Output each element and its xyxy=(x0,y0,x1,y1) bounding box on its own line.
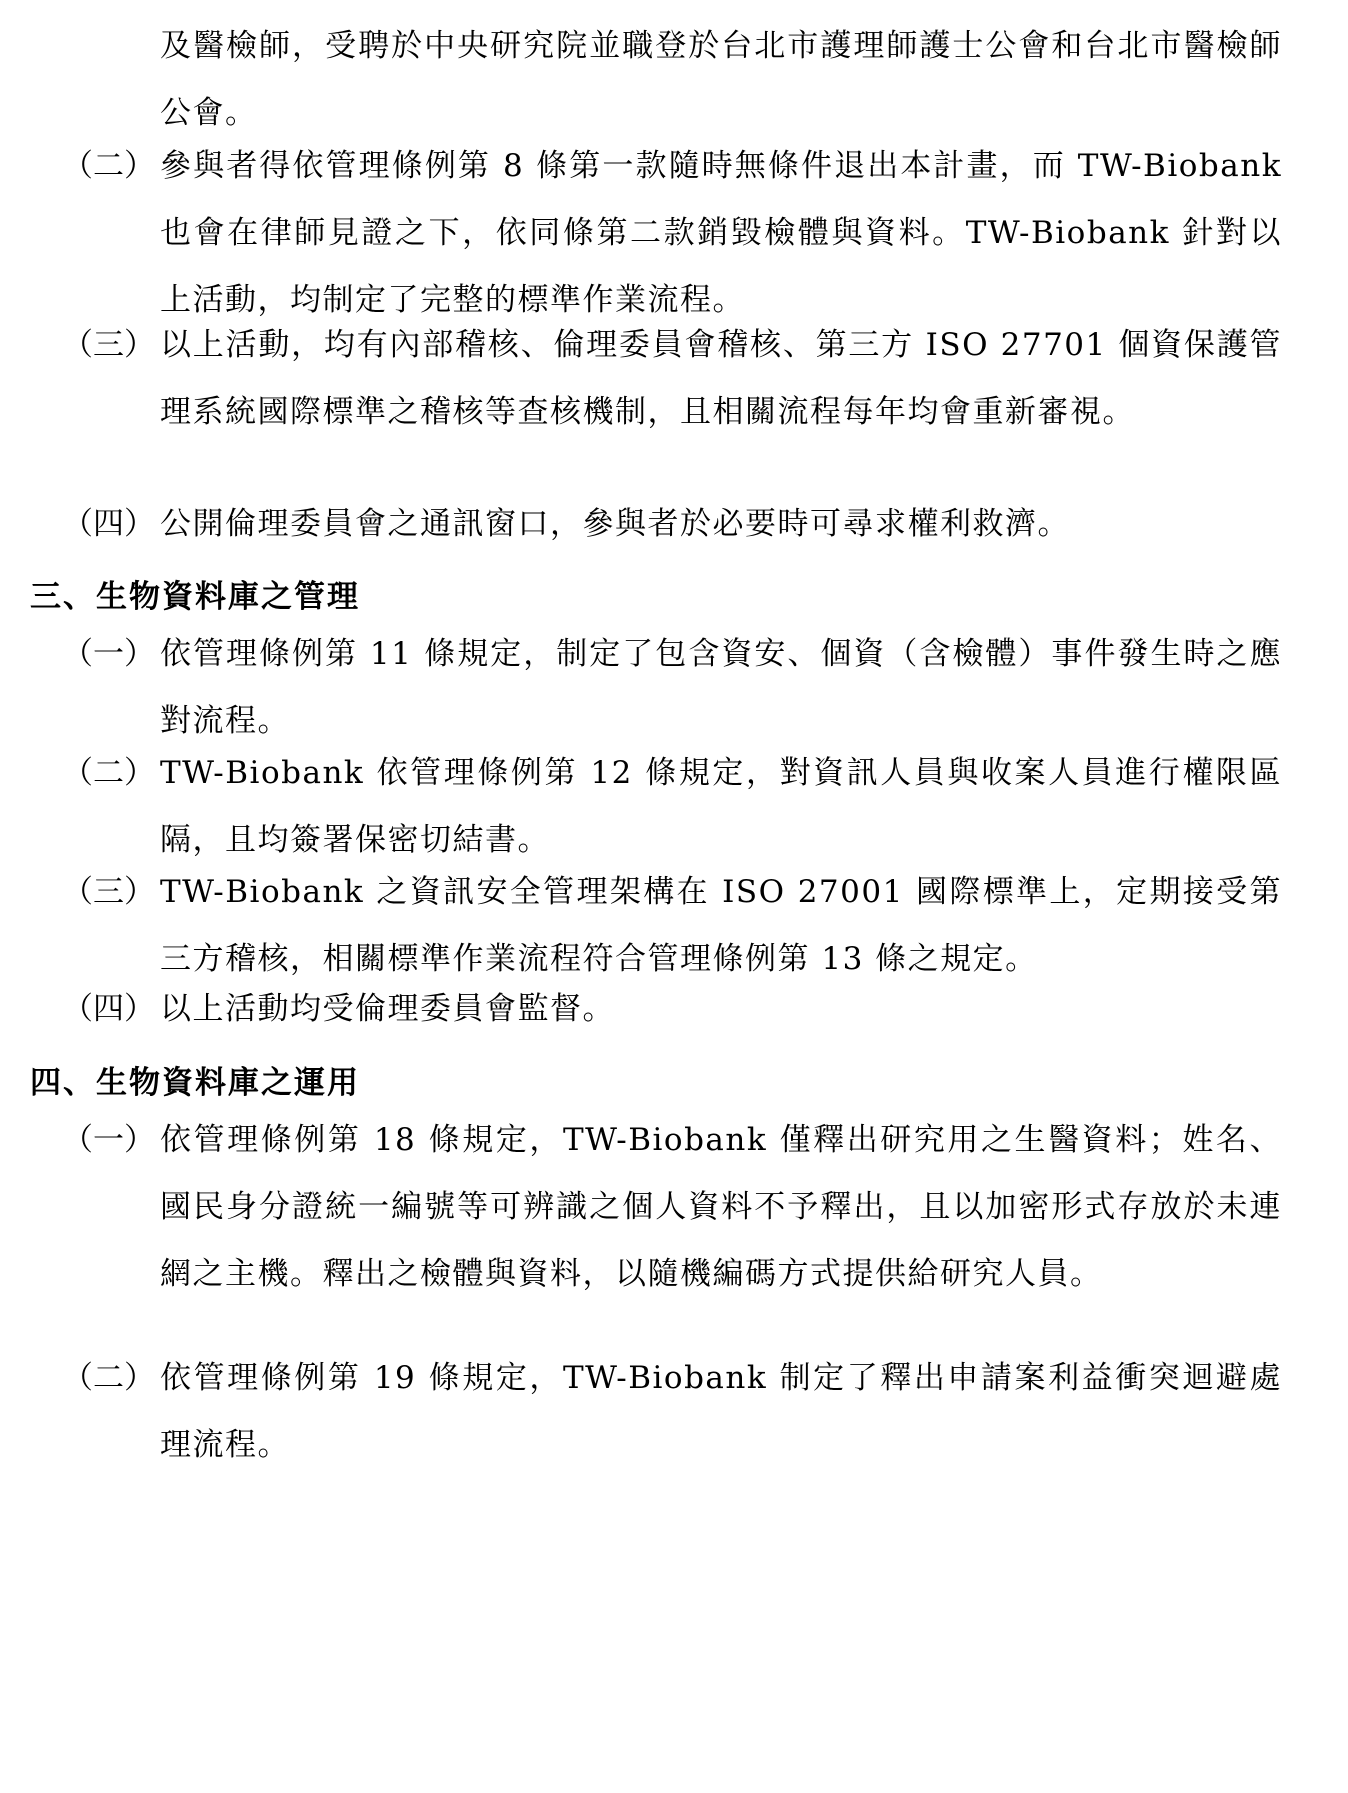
item-text: TW-Biobank 之資訊安全管理架構在 ISO 27001 國際標準上，定期接受第三方稽核，相關標準作業流程符合管理條例第 13 條之規定。 xyxy=(160,874,1282,977)
item-text: 參與者得依管理條例第 8 條第一款隨時無條件退出本計畫，而 TW-Biobank 也會在律師見證之下，依同條第二款銷毀檢體與資料。TW-Biobank 針對以上活動，均制定了完整的標準作業流程。 xyxy=(160,148,1282,318)
item-marker: （一） xyxy=(62,636,155,672)
section2-item-2 xyxy=(62,133,1282,334)
item-marker: （四） xyxy=(62,991,155,1027)
item-text: 以上活動均受倫理委員會監督。 xyxy=(160,991,615,1027)
section4-heading: 四、生物資料庫之運用 xyxy=(30,1065,360,1101)
item-text: 以上活動，均有內部稽核、倫理委員會稽核、第三方 ISO 27701 個資保護管理系統國際標準之稽核等查核機制，且相關流程每年均會重新審視。 xyxy=(160,327,1282,430)
item-marker: （四） xyxy=(62,506,155,542)
item-marker: （一） xyxy=(62,1122,155,1158)
section3-item-3 xyxy=(62,859,1282,993)
section3-heading: 三、生物資料庫之管理 xyxy=(30,579,360,615)
item-marker: （二） xyxy=(62,755,155,791)
item-marker: （二） xyxy=(62,1360,155,1396)
section2-item-3 xyxy=(62,312,1282,446)
item-text: 依管理條例第 18 條規定，TW-Biobank 僅釋出研究用之生醫資料；姓名、國民身分證統一編號等可辨識之個人資料不予釋出，且以加密形式存放於未連網之主機。釋出之檢體與資料，以隨機編碼方式提供給研究人員。 xyxy=(160,1122,1282,1292)
continuation-paragraph: 及醫檢師，受聘於中央研究院並職登於台北市護理師護士公會和台北市醫檢師公會。 xyxy=(160,28,1282,131)
item-marker: （三） xyxy=(62,874,155,910)
section3-item-4 xyxy=(62,976,1282,1043)
section2-item-4 xyxy=(62,491,1282,558)
item-text: 公開倫理委員會之通訊窗口，參與者於必要時可尋求權利救濟。 xyxy=(160,506,1070,542)
section4-item-2 xyxy=(62,1345,1282,1479)
item-text: 依管理條例第 11 條規定，制定了包含資安、個資（含檢體）事件發生時之應對流程。 xyxy=(160,636,1282,739)
item-marker: （三） xyxy=(62,327,155,363)
item-text: TW-Biobank 依管理條例第 12 條規定，對資訊人員與收案人員進行權限區隔，且均簽署保密切結書。 xyxy=(160,755,1282,858)
section3-item-2 xyxy=(62,740,1282,874)
section4-item-1 xyxy=(62,1107,1282,1308)
section3-item-1 xyxy=(62,621,1282,755)
item-text: 依管理條例第 19 條規定，TW-Biobank 制定了釋出申請案利益衝突迴避處理流程。 xyxy=(160,1360,1282,1463)
item-marker: （二） xyxy=(62,148,155,184)
